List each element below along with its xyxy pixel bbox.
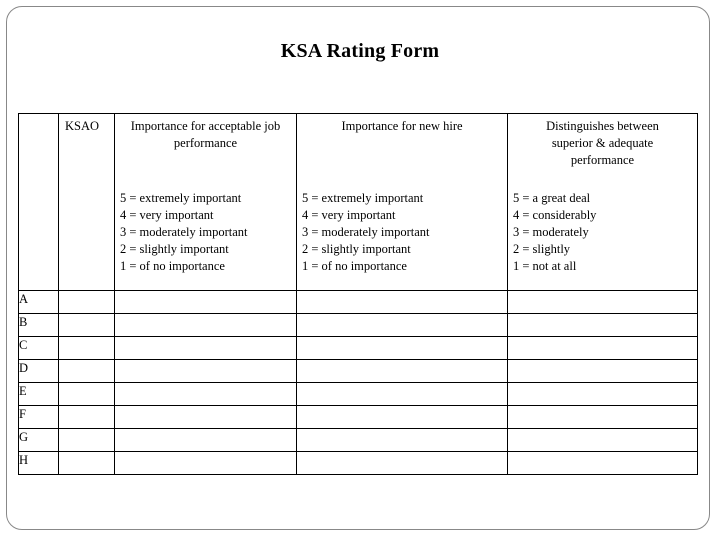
form-title: KSA Rating Form	[280, 40, 440, 62]
acceptable-performance-header-cell	[115, 114, 297, 291]
header-row	[19, 114, 698, 291]
scale-item: 2 = slightly important	[120, 242, 229, 256]
ksao-cell[interactable]	[59, 452, 115, 475]
acceptable-rating-cell[interactable]	[115, 360, 297, 383]
table-row	[19, 429, 698, 452]
scale-item: 3 = moderately important	[302, 225, 430, 239]
row-label: H	[19, 452, 59, 475]
new-hire-rating-cell[interactable]	[297, 360, 508, 383]
acceptable-rating-cell[interactable]	[115, 291, 297, 314]
distinguishes-header-cell	[508, 114, 698, 291]
ksao-cell[interactable]	[59, 429, 115, 452]
new-hire-rating-cell[interactable]	[297, 406, 508, 429]
row-label: A	[19, 291, 59, 314]
table-row	[19, 314, 698, 337]
distinguishes-rating-cell[interactable]	[508, 360, 698, 383]
scale-item: 4 = very important	[302, 208, 396, 222]
scale-item: 4 = considerably	[513, 208, 597, 222]
new-hire-rating-cell[interactable]	[297, 337, 508, 360]
new-hire-rating-cell[interactable]	[297, 452, 508, 475]
ksao-cell[interactable]	[59, 383, 115, 406]
row-label: C	[19, 337, 59, 360]
distinguishes-rating-cell[interactable]	[508, 406, 698, 429]
new-hire-header: Importance for new hire	[341, 119, 463, 133]
ksao-cell[interactable]	[59, 314, 115, 337]
row-label: G	[19, 429, 59, 452]
scale-item: 1 = of no importance	[302, 259, 407, 273]
scale-item: 3 = moderately important	[120, 225, 248, 239]
scale-item: 5 = extremely important	[120, 191, 242, 205]
new-hire-rating-cell[interactable]	[297, 383, 508, 406]
ksao-header: KSAO	[65, 119, 100, 133]
table-row	[19, 406, 698, 429]
acceptable-rating-cell[interactable]	[115, 383, 297, 406]
acceptable-rating-cell[interactable]	[115, 337, 297, 360]
acceptable-rating-cell[interactable]	[115, 314, 297, 337]
scale-item: 1 = of no importance	[120, 259, 225, 273]
scale-item: 2 = slightly	[513, 242, 571, 256]
scale-item: 5 = extremely important	[302, 191, 424, 205]
distinguishes-rating-cell[interactable]	[508, 429, 698, 452]
distinguishes-rating-cell[interactable]	[508, 291, 698, 314]
acceptable-rating-cell[interactable]	[115, 406, 297, 429]
distinguishes-header: Distinguishes between superior & adequate performance	[546, 119, 659, 167]
distinguishes-rating-cell[interactable]	[508, 314, 698, 337]
distinguishes-rating-cell[interactable]	[508, 452, 698, 475]
ksao-header-cell	[59, 114, 115, 291]
new-hire-header-cell	[297, 114, 508, 291]
acceptable-performance-header: Importance for acceptable job performance	[130, 119, 281, 150]
ksao-cell[interactable]	[59, 360, 115, 383]
table-row	[19, 452, 698, 475]
distinguish-scale	[508, 190, 697, 275]
ksa-rating-table	[18, 113, 698, 475]
row-label: E	[19, 383, 59, 406]
row-label: B	[19, 314, 59, 337]
scale-item: 2 = slightly important	[302, 242, 411, 256]
row-label: D	[19, 360, 59, 383]
scale-item: 4 = very important	[120, 208, 214, 222]
row-label: F	[19, 406, 59, 429]
table-row	[19, 337, 698, 360]
distinguishes-rating-cell[interactable]	[508, 337, 698, 360]
ksao-cell[interactable]	[59, 337, 115, 360]
importance-scale-1	[115, 190, 296, 275]
scale-item: 1 = not at all	[513, 259, 577, 273]
table-row	[19, 291, 698, 314]
row-label-header-cell	[19, 114, 59, 291]
new-hire-rating-cell[interactable]	[297, 429, 508, 452]
distinguishes-rating-cell[interactable]	[508, 383, 698, 406]
ksao-cell[interactable]	[59, 406, 115, 429]
importance-scale-2	[297, 190, 507, 275]
scale-item: 3 = moderately	[513, 225, 589, 239]
acceptable-rating-cell[interactable]	[115, 452, 297, 475]
new-hire-rating-cell[interactable]	[297, 314, 508, 337]
table-row	[19, 360, 698, 383]
new-hire-rating-cell[interactable]	[297, 291, 508, 314]
acceptable-rating-cell[interactable]	[115, 429, 297, 452]
scale-item: 5 = a great deal	[513, 191, 591, 205]
ksao-cell[interactable]	[59, 291, 115, 314]
table-row	[19, 383, 698, 406]
